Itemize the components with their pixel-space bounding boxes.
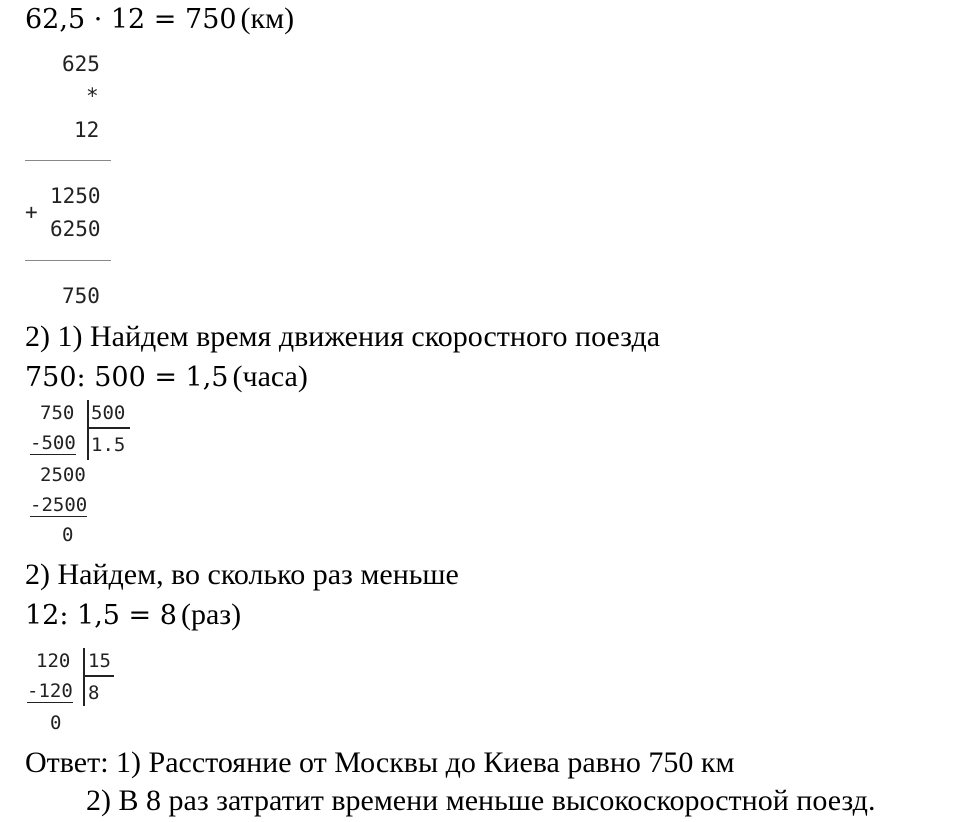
- partial-product-2: 6250: [50, 217, 101, 241]
- product-result: 750: [62, 284, 100, 308]
- divider-line: [25, 160, 111, 161]
- division-equation-time: [25, 360, 308, 394]
- partial-product-1: 1250: [50, 184, 101, 208]
- multiplication-equation: [25, 2, 294, 36]
- answer-line-1: Ответ: 1) Расстояние от Москвы до Киева равно 750 км: [25, 746, 735, 779]
- equation-unit: (раз): [180, 598, 242, 631]
- quotient: 8: [88, 682, 100, 704]
- step-heading-time: 2) 1) Найдем время движения скоростного поезда: [25, 320, 661, 353]
- divisor-underline: [84, 675, 114, 677]
- dividend: 750: [40, 402, 75, 424]
- equation-unit: (км): [240, 2, 295, 35]
- subtrahend-1: -500: [30, 432, 76, 454]
- division-bar: [83, 648, 85, 706]
- answer-line-2: 2) В 8 раз затратит времени меньше высокоскоростной поезд.: [86, 784, 876, 817]
- remainder-final: 0: [62, 524, 74, 546]
- divisor-underline: [88, 427, 130, 429]
- quotient: 1.5: [91, 434, 126, 456]
- step-heading-ratio: 2) Найдем, во сколько раз меньше: [25, 558, 459, 591]
- multiplier: 12: [74, 118, 100, 142]
- equation-text: 12: 1,5 = 8: [25, 600, 177, 631]
- plus-sign: +: [25, 200, 38, 224]
- multiplicand: 625: [62, 52, 100, 76]
- equation-text: 750: 500 = 1,5: [25, 362, 229, 393]
- subtrahend: -120: [27, 680, 73, 702]
- dividend: 120: [36, 650, 71, 672]
- equation-unit: (часа): [232, 360, 308, 393]
- divisor: 500: [91, 402, 126, 424]
- division-bar: [87, 400, 89, 460]
- divisor: 15: [88, 650, 111, 672]
- remainder-1: 2500: [40, 464, 86, 486]
- remainder-final: 0: [50, 712, 62, 734]
- divider-line: [25, 260, 111, 261]
- equation-text: 62,5 · 12 = 750: [25, 4, 237, 35]
- subtrahend-2: -2500: [30, 494, 88, 516]
- multiply-sign: *: [86, 84, 99, 108]
- division-equation-ratio: [25, 598, 241, 632]
